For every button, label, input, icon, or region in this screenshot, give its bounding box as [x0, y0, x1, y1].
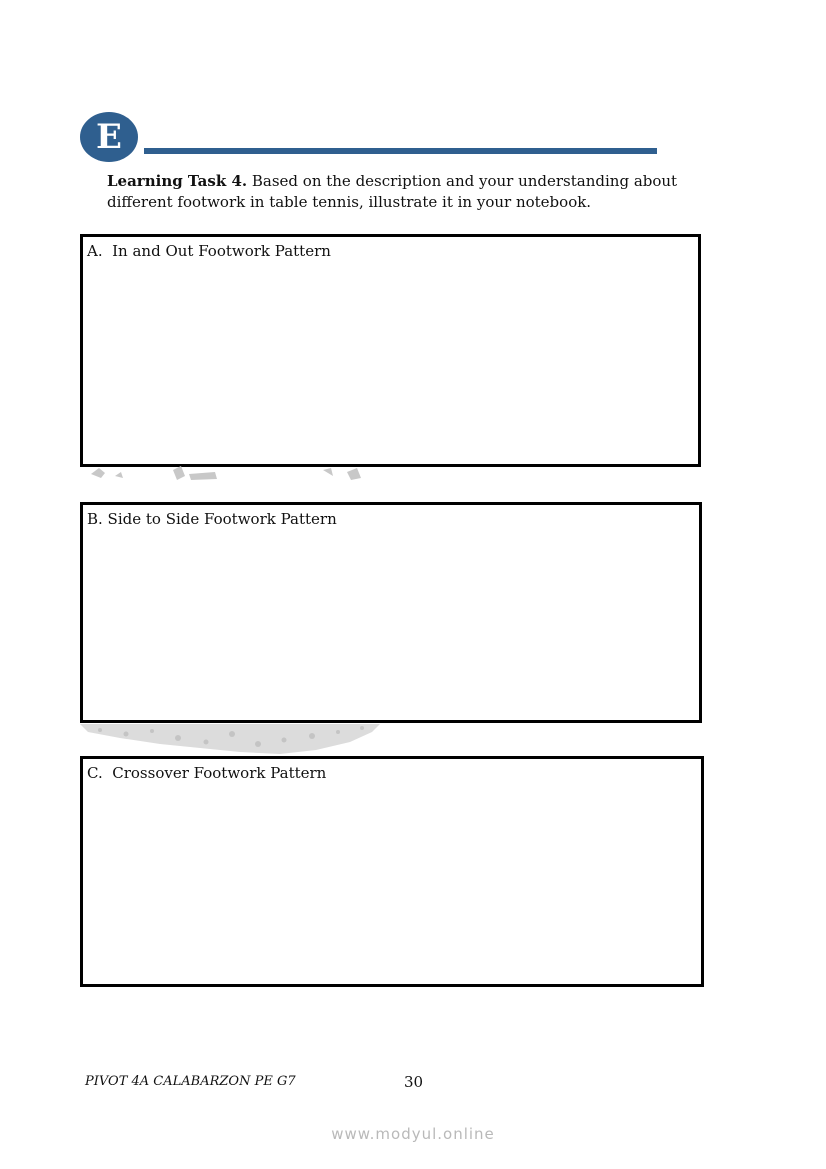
section-badge-e [80, 112, 138, 162]
task-label-a: A. In and Out Footwork Pattern [87, 242, 331, 260]
section-letter: E [96, 117, 122, 157]
scan-smudge-middle [80, 722, 385, 756]
task-description: Based on the description and your understanding about different footwork in table tennis, illustrate it in your notebook. [107, 172, 678, 211]
watermark: www.modyul.online [331, 1125, 495, 1143]
instructions [107, 171, 707, 213]
footer-module-title: PIVOT 4A CALABARZON PE G7 [85, 1074, 296, 1089]
task-lead: Learning Task 4. [107, 172, 248, 190]
header-rule [144, 148, 657, 154]
task-box-crossover [80, 756, 704, 987]
task-label-b: B. Side to Side Footwork Pattern [87, 510, 337, 528]
task-label-c: C. Crossover Footwork Pattern [87, 764, 327, 782]
page-number: 30 [404, 1073, 424, 1091]
task-box-side-to-side [80, 502, 702, 723]
scan-smudge-top [85, 464, 385, 484]
task-box-in-and-out [80, 234, 701, 467]
